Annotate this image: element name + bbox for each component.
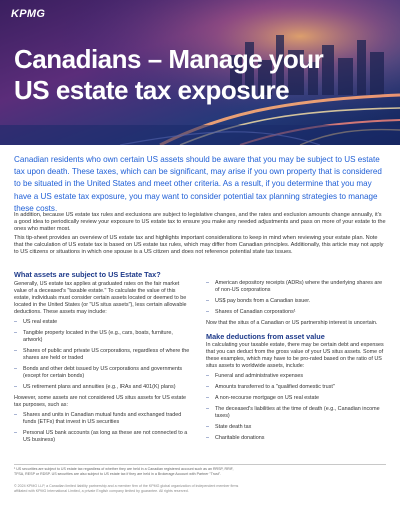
non-situs-asset-list	[14, 412, 192, 444]
section-heading-deductions: Make deductions from asset value	[206, 332, 325, 341]
partnership-note: Now that the situs of a Canadian or US partnership interest is uncertain.	[206, 320, 378, 326]
section-assets-body: Generally, US estate tax applies at graduated rates on the fair market value of a deceased's "taxable estate." To calculate the value of this estate, individuals must consider certain assets located or deemed to be located in the United States (or "US situs assets"), less certain allowable deductions. These assets may include:	[14, 281, 187, 315]
list-item: – US real estate	[14, 319, 192, 326]
list-item: – Amounts transferred to a "qualified domestic trust"	[206, 384, 386, 391]
list-item: – The deceased's liabilities at the time of death (e.g., Canadian income taxes)	[206, 406, 386, 420]
kpmg-logo: KPMG	[11, 8, 46, 20]
left-column	[14, 281, 192, 448]
list-item: – A non-recourse mortgage on US real estate	[206, 395, 386, 402]
intro-paragraph: Canadian residents who own certain US assets should be aware that you may be subject to US estate tax upon death. These taxes, which can be significant, may arise if you own property that is considered to be situated in the United States and meet other criteria. As a result, if you determine that you may have a US estate tax exposure, you may want to consider potential tax planning strategies to manage these costs.	[14, 155, 382, 213]
body-paragraph-2: This tip-sheet provides an overview of US estate tax and highlights important considerations to keep in mind when reviewing your estate plan. Note that the calculation of US estate tax is based on US estate tax rules, which may differ from Canadian principles. Additionally, this article may not apply to US citizens or situations in which one spouse is a US citizen and does not reference potential state tax issues.	[14, 235, 384, 256]
copyright	[14, 484, 386, 493]
list-item: – Tangible property located in the US (e.g., cars, boats, furniture, artwork)	[14, 330, 192, 344]
list-item: – State death tax	[206, 424, 386, 431]
list-item: – Personal US bank accounts (as long as these are not connected to a US business)	[14, 430, 192, 444]
footnote	[14, 467, 386, 476]
list-item: – Shares and units in Canadian mutual funds and exchanged traded funds (ETFs) that invest in US securities	[14, 412, 192, 426]
title-line-1: Canadians – Manage your	[14, 44, 324, 74]
list-item: – US$ pay bonds from a Canadian issuer.	[206, 298, 386, 305]
section-assets-body-2: However, some assets are not considered US situs assets for US estate tax purposes, such as:	[14, 395, 186, 408]
footnote-divider	[14, 464, 386, 465]
us-situs-asset-list	[14, 319, 192, 391]
list-item: – Shares of Canadian corporations¹	[206, 309, 386, 316]
section-heading-assets: What assets are subject to US Estate Tax?	[14, 270, 161, 279]
footnote-line-2: TFSA, RESP or RDSP. US securities are also subject to US estate tax if they are held in a Brokerage Account with Partner "Trust".	[14, 471, 222, 476]
hero-banner	[0, 0, 400, 145]
list-item: – Charitable donations	[206, 435, 386, 442]
right-column	[206, 277, 386, 446]
list-item: – American depository receipts (ADRs) where the underlying shares are of non-US corporations	[206, 280, 386, 294]
page-title	[14, 44, 323, 106]
list-item: – US retirement plans and annuities (e.g., IRAs and 401(K) plans)	[14, 384, 192, 391]
list-item: – Funeral and administrative expenses	[206, 373, 386, 380]
list-item: – Bonds and other debt issued by US corporations and governments (except for certain bonds)	[14, 366, 192, 380]
copyright-line-1: © 2024 KPMG LLP, a Canadian limited liability partnership and a member firm of the KPMG global organization of independent member firms	[14, 484, 239, 488]
deductions-list	[206, 373, 386, 442]
body-paragraph-1: In addition, because US estate tax rules and exclusions are subject to legislative changes, and the rates and exclusion amounts change annually, it's a good idea to periodically review your exposure to US estate tax to ensure you make any needed adjustments and pass on more of your estate to the ones who matter most.	[14, 212, 386, 233]
non-situs-asset-list-continued	[206, 280, 386, 316]
title-line-2: US estate tax exposure	[14, 75, 290, 105]
copyright-line-2: affiliated with KPMG International Limited, a private English company limited by guarantee. All rights reserved.	[14, 488, 189, 493]
footnote-line-1: ¹ US securities are subject to US estate tax regardless of whether they are held in a Canadian registered account such as an RRSP, RRIF,	[14, 467, 234, 471]
section-deductions-body: In calculating your taxable estate, there may be certain debt and expenses that you can deduct from the gross value of your US situs assets. Some of these examples, which may have to be pro-rated based on the ratio of US situs assets to worldwide assets, include:	[206, 342, 384, 369]
list-item: – Shares of public and private US corporations, regardless of where the shares are held or traded	[14, 348, 192, 362]
